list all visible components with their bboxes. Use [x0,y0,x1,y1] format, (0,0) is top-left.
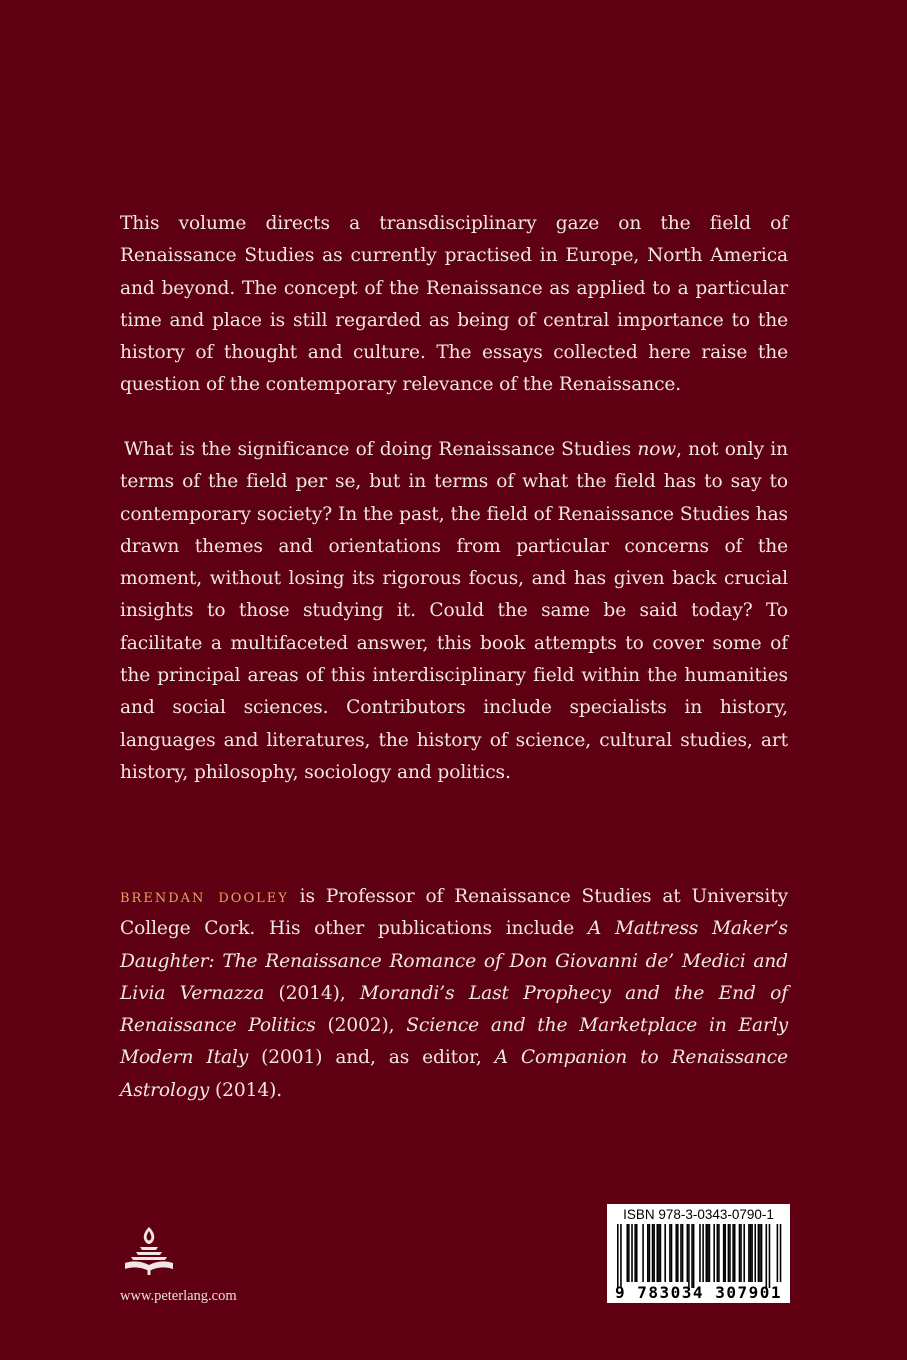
barcode-digits: 9 783034 307901 [615,1283,782,1302]
book-year-4: (2014). [209,1079,283,1101]
book-title-3: Science and the Marketplace in Early Modern Italy [120,1015,788,1069]
blurb-p2-emphasis: now [637,439,677,460]
bio-intro: is Professor of Renaissance Studies at University College Cork. His other publications include [120,886,788,940]
book-year-2: (2002), [315,1015,407,1037]
peter-lang-logo-icon [120,1225,178,1277]
blurb-p2-end: , not only in terms of the field per se, but in terms of what the field has to say to contemporary society? In the past, the field of Renaissance Studies has drawn themes and orientations from particular concerns of the moment, without losing its rigorous focus, and has given back crucial insights to those studying it. Could the same be said today? To facilitate a multifaceted answer, this book attempts to cover some of the principal areas of this interdisciplinary field within the humanities and social sciences. Contributors include specialists in history, languages and literatures, the history of science, cultural studies, art history, philosophy, sociology and politics. [120,439,789,783]
author-bio [120,881,788,1107]
blurb-p2-start: What is the significance of doing Renaissance Studies [124,439,638,460]
isbn-label: ISBN 978-3-0343-0790-1 [623,1207,774,1222]
author-name: brendan dooley [120,886,289,907]
book-title-1: A Mattress Maker’s Daughter: The Renaissance Romance of Don Giovanni de’ Medici and Livia Vernazza [120,918,788,1004]
book-year-3: (2001) and, as editor, [248,1047,495,1069]
blurb-paragraph-2 [120,434,788,789]
publisher-url[interactable]: www.peterlang.com [120,1288,237,1304]
isbn-barcode [607,1204,790,1303]
book-year-1: (2014), [264,982,360,1004]
book-title-2: Morandi’s Last Prophecy and the End of Renaissance Politics [120,982,788,1037]
blurb-paragraph-1: This volume directs a transdisciplinary gaze on the field of Renaissance Studies as currently practised in Europe, North America and beyond. The concept of the Renaissance as applied to a particular time and place is still regarded as being of central importance to the history of thought and culture. The essays collected here raise the question of the contemporary relevance of the Renaissance. [120,213,788,396]
book-title-4: A Companion to Renaissance Astrology [120,1047,788,1101]
